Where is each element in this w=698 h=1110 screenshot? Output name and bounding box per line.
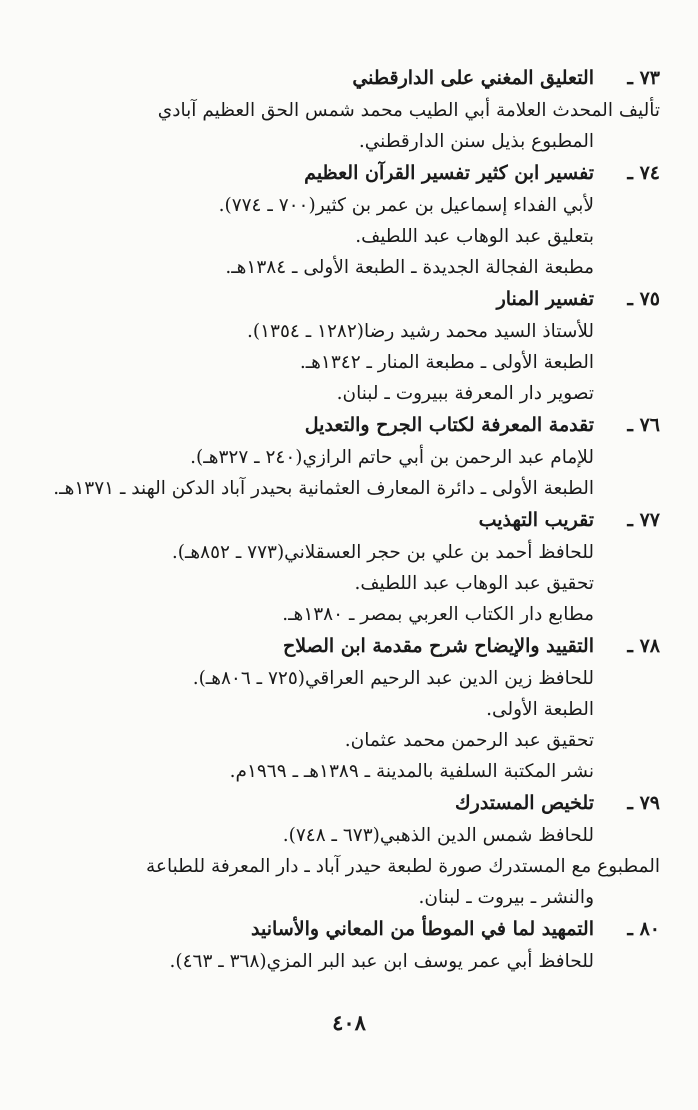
entry-detail-line: تصوير دار المعرفة ببيروت ـ لبنان. [336,383,594,404]
entry-title: التقييد والإيضاح شرح مقدمة ابن الصلاح [282,635,594,657]
entry-number: ٧٤ ـ [627,162,660,184]
entry-number: ٨٠ ـ [627,918,660,940]
entry-title: تلخيص المستدرك [454,792,594,814]
bibliography-entry [25,630,660,787]
entry-detail-line: بتعليق عبد الوهاب عبد اللطيف. [355,226,594,247]
entry-detail-line: مطبعة الفجالة الجديدة ـ الطبعة الأولى ـ ١٣٨٤هـ. [225,257,594,278]
entry-title: تقدمة المعرفة لكتاب الجرح والتعديل [304,414,594,436]
entry-number: ٧٩ ـ [627,792,660,814]
entry-number: ٧٦ ـ [627,414,660,436]
entry-detail-line: للإمام عبد الرحمن بن أبي حاتم الرازي(٢٤٠ ـ ٣٢٧هـ). [190,447,594,468]
entry-detail-line: للحافظ زين الدين عبد الرحيم العراقي(٧٢٥ ـ ٨٠٦هـ). [192,668,594,689]
entry-detail-line: تحقيق عبد الرحمن محمد عثمان. [344,730,594,751]
entry-number: ٧٨ ـ [627,635,660,657]
entry-details [25,316,660,409]
entry-detail-line: للأستاذ السيد محمد رشيد رضا(١٢٨٢ ـ ١٣٥٤). [246,321,594,342]
bibliography-entry [25,787,660,913]
bibliography-entry [25,62,660,157]
entry-detail-line: الطبعة الأولى ـ مطبعة المنار ـ ١٣٤٢هـ. [299,352,594,373]
entry-details [25,663,660,787]
entry-detail-line: والنشر ـ بيروت ـ لبنان. [418,887,594,908]
entry-detail-line: المطبوع مع المستدرك صورة لطبعة حيدر آباد ـ دار المعرفة للطباعة [145,856,660,877]
entry-detail-line: المطبوع بذيل سنن الدارقطني. [358,131,594,152]
entry-details [25,442,660,504]
entry-detail-line: تحقيق عبد الوهاب عبد اللطيف. [354,573,594,594]
bibliography-entry [25,913,660,977]
entry-title: التمهيد لما في الموطأ من المعاني والأسانيد [251,918,594,940]
entry-details [25,946,660,977]
entry-details [25,95,660,157]
entry-number: ٧٥ ـ [627,288,660,310]
bibliography-entry [25,504,660,630]
entry-heading [25,157,660,190]
bibliography-entry [25,157,660,283]
entry-title: تفسير ابن كثير تفسير القرآن العظيم [304,162,594,184]
entry-heading [25,787,660,820]
bibliography-entry [25,283,660,409]
entry-detail-line: للحافظ أبي عمر يوسف ابن عبد البر المزي(٣٦٨ ـ ٤٦٣). [169,951,594,972]
entry-heading [25,913,660,946]
entry-detail-line: لأبي الفداء إسماعيل بن عمر بن كثير(٧٠٠ ـ ٧٧٤). [218,195,594,216]
bibliography-entry [25,409,660,504]
entry-number: ٧٣ ـ [627,67,660,89]
entry-detail-line: الطبعة الأولى. [486,699,594,720]
entry-title: التعليق المغني على الدارقطني [352,67,594,89]
entry-heading [25,630,660,663]
entry-heading [25,504,660,537]
entry-heading [25,283,660,316]
entry-details [25,190,660,283]
entry-heading [25,62,660,95]
entry-detail-line: للحافظ شمس الدين الذهبي(٦٧٣ ـ ٧٤٨). [282,825,594,846]
entry-details [25,537,660,630]
entry-detail-line: نشر المكتبة السلفية بالمدينة ـ ١٣٨٩هـ ـ ١٩٦٩م. [229,761,594,782]
entry-title: تقريب التهذيب [478,509,594,531]
page-number: ٤٠٨ [332,1010,366,1035]
entry-detail-line: الطبعة الأولى ـ دائرة المعارف العثمانية بحيدر آباد الدكن الهند ـ ١٣٧١هـ. [53,478,594,499]
entry-title: تفسير المنار [496,288,594,310]
bibliography-page [25,62,660,977]
entry-detail-line: تأليف المحدث العلامة أبي الطيب محمد شمس الحق العظيم آبادي [157,100,660,121]
entry-number: ٧٧ ـ [627,509,660,531]
entry-detail-line: للحافظ أحمد بن علي بن حجر العسقلاني(٧٧٣ ـ ٨٥٢هـ). [171,542,594,563]
entry-heading [25,409,660,442]
entry-details [25,820,660,913]
entry-detail-line: مطابع دار الكتاب العربي بمصر ـ ١٣٨٠هـ. [282,604,594,625]
